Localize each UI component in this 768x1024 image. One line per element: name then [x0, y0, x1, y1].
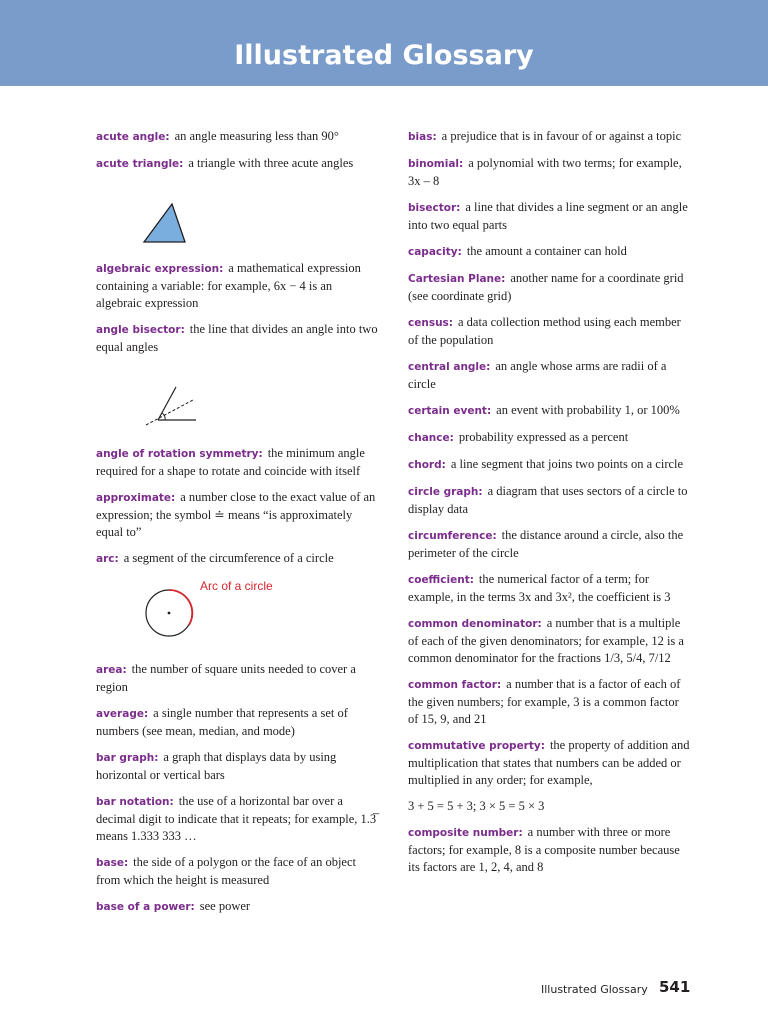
glossary-term: area:	[96, 664, 127, 676]
glossary-entry	[408, 155, 690, 190]
glossary-definition: the side of a polygon or the face of an object from which the height is measured	[96, 855, 357, 887]
glossary-left-column	[96, 128, 378, 925]
glossary-definition: probability expressed as a percent	[458, 430, 629, 444]
arc-figure	[96, 577, 378, 661]
glossary-term: angle bisector:	[96, 324, 185, 336]
glossary-term: algebraic expression:	[96, 263, 224, 275]
glossary-term: composite number:	[408, 827, 523, 839]
glossary-definition: an event with probability 1, or 100%	[496, 403, 680, 417]
glossary-entry	[96, 793, 378, 845]
glossary-definition: an angle whose arms are radii of a circle	[408, 359, 667, 391]
acute-triangle-figure	[96, 182, 378, 260]
glossary-entry	[96, 661, 378, 696]
page-number: 541	[659, 978, 691, 996]
glossary-term: central angle:	[408, 361, 491, 373]
glossary-term: bisector:	[408, 202, 461, 214]
glossary-term: commutative property:	[408, 740, 545, 752]
glossary-term: common factor:	[408, 679, 502, 691]
glossary-entry	[408, 270, 690, 305]
arc-label: Arc of a circle	[200, 579, 273, 593]
glossary-definition: a number that is a factor of each of the given numbers; for example, 3 is a common factor of 15, 9, and 21	[408, 677, 681, 726]
glossary-term: chance:	[408, 432, 454, 444]
glossary-term: chord:	[408, 459, 446, 471]
glossary-definition: the use of a horizontal bar over a decimal digit to indicate that it repeats; for example, 1.3̅ means 1.333 333 …	[96, 794, 377, 843]
glossary-entry	[408, 429, 690, 447]
angle-bisector-figure	[96, 365, 378, 445]
glossary-definition: the numerical factor of a term; for example, in the terms 3x and 3x², the coefficient is 3	[408, 572, 671, 604]
glossary-definition: the amount a container can hold	[466, 244, 627, 258]
glossary-entry	[96, 550, 378, 568]
glossary-definition: the number of square units needed to cover a region	[96, 662, 356, 694]
glossary-entry	[408, 737, 690, 815]
glossary-definition: a mathematical expression containing a variable: for example, 6x − 4 is an algebraic expression	[96, 261, 361, 310]
glossary-term: base of a power:	[96, 901, 195, 913]
glossary-entry	[408, 824, 690, 876]
glossary-term: certain event:	[408, 405, 492, 417]
glossary-entry	[408, 615, 690, 667]
glossary-entry	[96, 854, 378, 889]
glossary-term: binomial:	[408, 158, 464, 170]
glossary-term: common denominator:	[408, 618, 542, 630]
header-banner	[0, 0, 768, 86]
glossary-definition: a triangle with three acute angles	[188, 156, 354, 170]
glossary-term: acute angle:	[96, 131, 170, 143]
glossary-term: bias:	[408, 131, 437, 143]
glossary-entry	[408, 527, 690, 562]
glossary-definition: see power	[199, 899, 251, 913]
glossary-definition: the minimum angle required for a shape to rotate and coincide with itself	[96, 446, 365, 478]
glossary-term: bar graph:	[96, 752, 159, 764]
glossary-entry	[96, 321, 378, 356]
glossary-term: capacity:	[408, 246, 462, 258]
glossary-definition: a diagram that uses sectors of a circle to display data	[408, 484, 688, 516]
acute-triangle-illustration	[96, 182, 378, 260]
glossary-definition: a number close to the exact value of an expression; the symbol ≐ means “is approximately equal to”	[96, 490, 376, 539]
page-title: Illustrated Glossary	[234, 40, 534, 71]
glossary-entry	[408, 243, 690, 261]
glossary-entry	[408, 199, 690, 234]
glossary-definition: a data collection method using each member of the population	[408, 315, 681, 347]
glossary-entry	[96, 155, 378, 173]
glossary-entry	[408, 483, 690, 518]
glossary-definition: a line that divides a line segment or an angle into two equal parts	[408, 200, 688, 232]
glossary-entry	[408, 402, 690, 420]
glossary-entry	[96, 749, 378, 784]
glossary-entry	[96, 128, 378, 146]
glossary-term: acute triangle:	[96, 158, 184, 170]
glossary-definition: the property of addition and multiplication that states that numbers can be added or multiplied in any order; for example,	[408, 738, 690, 787]
glossary-term: circle graph:	[408, 486, 483, 498]
glossary-entry	[96, 489, 378, 541]
glossary-example: 3 + 5 = 5 + 3; 3 × 5 = 5 × 3	[408, 799, 545, 813]
glossary-term: average:	[96, 708, 149, 720]
glossary-entry	[408, 676, 690, 728]
glossary-entry	[96, 898, 378, 916]
glossary-entry	[96, 445, 378, 480]
glossary-term: arc:	[96, 553, 119, 565]
glossary-definition: a prejudice that is in favour of or against a topic	[441, 129, 682, 143]
angle-bisector-illustration	[96, 365, 378, 445]
glossary-entry	[408, 571, 690, 606]
glossary-term: base:	[96, 857, 129, 869]
glossary-term: Cartesian Plane:	[408, 273, 506, 285]
glossary-definition: the line that divides an angle into two equal angles	[96, 322, 378, 354]
glossary-entry	[408, 358, 690, 393]
glossary-definition: a polynomial with two terms; for example, 3x – 8	[408, 156, 682, 188]
glossary-term: approximate:	[96, 492, 176, 504]
glossary-term: census:	[408, 317, 453, 329]
footer-label: Illustrated Glossary	[541, 983, 648, 996]
glossary-right-column	[408, 128, 690, 885]
glossary-definition: a single number that represents a set of numbers (see mean, median, and mode)	[96, 706, 348, 738]
glossary-definition: another name for a coordinate grid (see coordinate grid)	[408, 271, 684, 303]
glossary-entry	[408, 456, 690, 474]
glossary-definition: a segment of the circumference of a circle	[123, 551, 334, 565]
glossary-entry	[408, 128, 690, 146]
glossary-definition: a line segment that joins two points on a circle	[450, 457, 684, 471]
glossary-term: circumference:	[408, 530, 497, 542]
glossary-definition: a number that is a multiple of each of the given denominators; for example, 12 is a common denominator for the fractions 1/3, 5/4, 7/12	[408, 616, 684, 665]
glossary-entry	[96, 705, 378, 740]
glossary-term: coefficient:	[408, 574, 474, 586]
glossary-entry	[408, 314, 690, 349]
glossary-definition: a graph that displays data by using horizontal or vertical bars	[96, 750, 337, 782]
glossary-term: bar notation:	[96, 796, 174, 808]
glossary-definition: the distance around a circle, also the perimeter of the circle	[408, 528, 684, 560]
glossary-definition: a number with three or more factors; for example, 8 is a composite number because its factors are 1, 2, 4, and 8	[408, 825, 680, 874]
glossary-entry	[96, 260, 378, 312]
glossary-term: angle of rotation symmetry:	[96, 448, 263, 460]
glossary-definition: an angle measuring less than 90°	[174, 129, 339, 143]
